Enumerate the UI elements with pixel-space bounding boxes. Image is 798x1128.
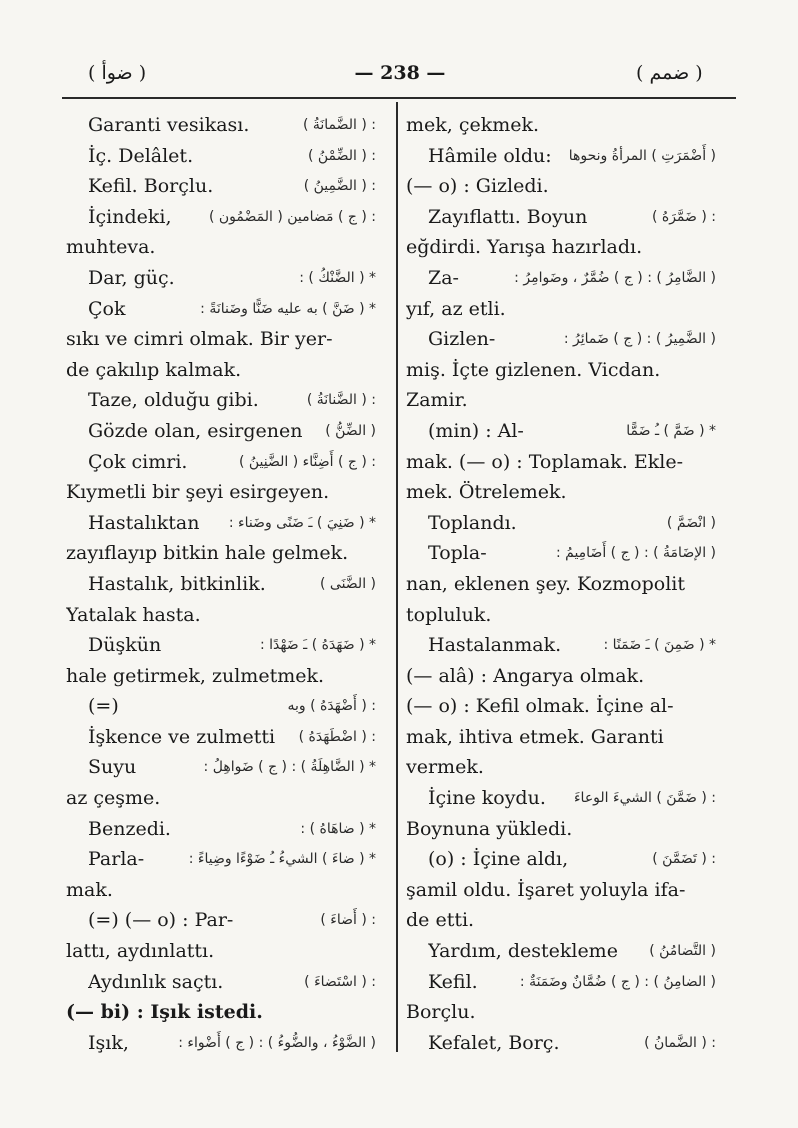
entry-line [66, 600, 376, 631]
entry-turkish-text: Hâmile oldu: [428, 144, 552, 167]
entry-line [66, 538, 376, 569]
entry-line [406, 814, 716, 845]
entry-arabic-headword: ( الضامِنُ ) : ( ج ) ضُمَّانٌ وضَمَنَةٌ : [519, 973, 716, 990]
entry-arabic-headword: ( الضَّمِيرُ ) : ( ج ) ضَمائِرُ : [563, 331, 716, 348]
entry-turkish-text: nan, eklenen şey. Kozmopolit [406, 572, 685, 595]
entry-turkish-text: İç. Delâlet. [88, 144, 194, 167]
entry-turkish-text: İşkence ve zulmetti [88, 725, 276, 748]
entry-turkish-text: Hastalık, bitkinlik. [88, 572, 266, 595]
entry-turkish-text: zayıflayıp bitkin hale gelmek. [66, 542, 349, 565]
entry-turkish-text: Gizlen- [428, 328, 496, 351]
entry-turkish-text: mak. [66, 878, 113, 901]
entry-line [406, 202, 716, 233]
entry-line [66, 477, 376, 508]
entry-turkish-text: Parla- [88, 848, 145, 871]
entry-turkish-text: Aydınlık saçtı. [88, 970, 224, 993]
left-column [66, 110, 376, 1058]
entry-arabic-headword: : ( اسْتَضاءَ ) [304, 973, 376, 990]
entry-line [66, 141, 376, 172]
entry-line [406, 691, 716, 722]
entry-turkish-text: şamil oldu. İşaret yoluyla ifa- [406, 878, 686, 901]
entry-turkish-text: miş. İçte gizlenen. Vicdan. [406, 358, 661, 381]
entry-turkish-text: (=) (— o) : Par- [88, 909, 234, 932]
entry-line [66, 1028, 376, 1059]
entry-line [406, 477, 716, 508]
entry-line [66, 110, 376, 141]
entry-turkish-text: Toplandı. [428, 511, 517, 534]
column-divider [396, 102, 398, 1052]
entry-turkish-text: Garanti vesikası. [88, 114, 250, 136]
entry-arabic-headword: : ( تَضَمَّنَ ) [652, 851, 716, 868]
entry-turkish-text: Zamir. [406, 389, 468, 412]
entry-turkish-text: mek, çekmek. [406, 114, 540, 136]
entry-line [66, 263, 376, 294]
entry-turkish-text: topluluk. [406, 603, 492, 626]
entry-line [66, 385, 376, 416]
entry-line [406, 447, 716, 478]
entry-line [66, 875, 376, 906]
entry-arabic-headword: ( الضَّامِرُ ) : ( ج ) ضُمَّرٌ ، وضَوامِرُ : [514, 269, 716, 286]
entry-line [406, 875, 716, 906]
entry-turkish-text: de çakılıp kalmak. [66, 358, 242, 381]
entry-line [66, 783, 376, 814]
entry-turkish-text: (— alâ) : Angarya olmak. [406, 664, 645, 687]
entry-line [406, 232, 716, 263]
entry-arabic-headword: : ( أَضاءَ ) [320, 912, 376, 929]
entry-arabic-headword: : ( ضَمَّرَهُ ) [651, 208, 716, 225]
entry-arabic-headword: ( الضَّوْءُ ، والضُّوءُ ) : ( ج ) أَضْواء : [178, 1034, 376, 1051]
entry-line [66, 814, 376, 845]
entry-turkish-text: Kefil. [428, 970, 478, 993]
entry-arabic-headword: : ( الضِّمْنُ ) [307, 147, 376, 164]
entry-line [66, 997, 376, 1028]
entry-turkish-text: Kıymetli bir şeyi esirgeyen. [66, 481, 330, 504]
entry-line [66, 416, 376, 447]
entry-line [406, 936, 716, 967]
entry-arabic-headword: * ( ضاهَاهُ ) : [300, 820, 376, 837]
entry-arabic-headword: ( الضِّنُّ ) [325, 422, 376, 439]
entry-turkish-text: Topla- [428, 542, 487, 565]
entry-turkish-text: İçine koydu. [428, 787, 546, 810]
entry-turkish-text: sıkı ve cimri olmak. Bir yer- [66, 328, 333, 351]
entry-arabic-headword: : ( ضَمَّنَ ) الشيءَ الوعاءَ [573, 790, 716, 807]
entry-turkish-text: (— o) : Kefil olmak. İçine al- [406, 695, 674, 718]
entry-arabic-headword: : ( الضَّنانَةُ ) [306, 392, 376, 409]
entry-turkish-text: (min) : Al- [428, 419, 524, 442]
entry-turkish-text: lattı, aydınlattı. [66, 940, 215, 963]
entry-line [66, 905, 376, 936]
entry-turkish-text: Borçlu. [406, 1001, 476, 1024]
entry-line [406, 997, 716, 1028]
entry-turkish-text: de etti. [406, 909, 475, 932]
entry-turkish-text: (o) : İçine aldı, [428, 848, 569, 871]
entry-arabic-headword: * ( ضَنِيَ ) ـَ ضَنًى وضَناء : [228, 514, 376, 531]
entry-turkish-text: Boynuna yükledi. [406, 817, 573, 840]
entry-line [66, 967, 376, 998]
entry-turkish-text: Hastalıktan [88, 511, 200, 534]
entry-turkish-text: Çok cimri. [88, 450, 188, 473]
entry-arabic-headword: * ( ضَمَّ ) ـُ ضَمًّا [626, 422, 716, 439]
entry-turkish-text: Işık, [88, 1031, 129, 1054]
entry-arabic-headword: : ( اضْطَهَدَهُ ) [298, 728, 376, 745]
entry-arabic-headword: : ( الضَّمِينُ ) [303, 178, 376, 195]
entry-turkish-text: Benzedi. [88, 817, 171, 840]
entry-turkish-text: Taze, olduğu gibi. [88, 389, 259, 412]
entry-line [406, 722, 716, 753]
entry-line [66, 722, 376, 753]
entry-line [406, 538, 716, 569]
entry-arabic-headword: : ( الضَّمانَةُ ) [302, 117, 376, 133]
entry-line [406, 905, 716, 936]
entry-arabic-headword: * ( ضَهَدَهُ ) ـَ ضَهْدًا : [259, 637, 376, 654]
entry-line [406, 355, 716, 386]
entry-arabic-headword: * ( ضاءَ ) الشيءُ ـُ ضَوْءًا وضِياءً : [188, 851, 376, 868]
entry-line [66, 691, 376, 722]
entry-arabic-headword: : ( أَضْهَدَهُ ) وبه [287, 698, 376, 715]
entry-turkish-text: Çok [88, 297, 126, 320]
entry-arabic-headword: * ( الضَّنْكُ ) : [299, 269, 376, 286]
entry-arabic-headword: ( انْضَمَّ ) [666, 514, 716, 531]
entry-arabic-headword: ( الإضَامَةُ ) : ( ج ) أَضَامِيمُ : [555, 545, 716, 562]
entry-line [406, 967, 716, 998]
entry-line [66, 569, 376, 600]
entry-turkish-text: İçindeki, [88, 205, 172, 228]
entry-line [406, 600, 716, 631]
entry-turkish-text: Yardım, destekleme [428, 940, 618, 963]
entry-arabic-headword: * ( ضَمِنَ ) ـَ ضَمَنًا : [603, 637, 716, 654]
entry-line [406, 844, 716, 875]
entry-arabic-headword: ( التَّضامُنُ ) [649, 943, 716, 960]
entry-line [66, 294, 376, 325]
entry-line [66, 232, 376, 263]
entry-turkish-text: mak, ihtiva etmek. Garanti [406, 725, 664, 748]
entry-turkish-text: Dar, güç. [88, 266, 175, 289]
entry-line [406, 569, 716, 600]
entry-line [406, 630, 716, 661]
entry-line [406, 294, 716, 325]
entry-arabic-headword: : ( ج ) أَضِنَّاء ( الضَّنِينُ ) [238, 453, 376, 470]
entry-line [406, 416, 716, 447]
entry-arabic-headword: : ( ج ) مَضامين ( المَضْمُون ) [208, 208, 376, 225]
entry-line [406, 263, 716, 294]
entry-turkish-text: vermek. [406, 756, 484, 779]
right-column [406, 110, 716, 1058]
header-right-keyword: ( ضمم ) [636, 62, 703, 84]
entry-arabic-headword: * ( الضَّاهِلَةُ ) : ( ج ) ضَواهِلُ : [203, 759, 376, 776]
entry-line [406, 508, 716, 539]
entry-line [66, 447, 376, 478]
entry-arabic-headword: ( الضَّنَى ) [319, 575, 376, 592]
entry-turkish-text: Zayıflattı. Boyun [428, 205, 588, 228]
entry-turkish-text: az çeşme. [66, 787, 161, 810]
entry-turkish-text: Kefil. Borçlu. [88, 175, 214, 198]
entry-line [66, 508, 376, 539]
entry-turkish-text: Za- [428, 266, 459, 289]
entry-line [406, 752, 716, 783]
entry-arabic-headword: : ( الضَّمانُ ) [644, 1034, 716, 1051]
entry-turkish-text: yıf, az etli. [406, 297, 506, 320]
entry-line [406, 324, 716, 355]
entry-turkish-text: mak. (— o) : Toplamak. Ekle- [406, 450, 683, 473]
entry-turkish-text: (— bi) : Işık istedi. [66, 1001, 263, 1024]
entry-turkish-text: Suyu [88, 756, 137, 779]
entry-turkish-text: eğdirdi. Yarışa hazırladı. [406, 236, 643, 259]
entry-turkish-text: muhteva. [66, 236, 156, 259]
entry-turkish-text: Gözde olan, esirgenen [88, 419, 303, 442]
entry-turkish-text: Düşkün [88, 634, 162, 657]
entry-line [66, 936, 376, 967]
entry-line [66, 844, 376, 875]
entry-turkish-text: mek. Ötrelemek. [406, 481, 567, 504]
entry-turkish-text: Kefalet, Borç. [428, 1031, 560, 1054]
entry-line [406, 110, 716, 141]
entry-line [406, 141, 716, 172]
entry-arabic-headword: ( أَضْمَرَتِ ) المرأةُ ونحوها [568, 147, 716, 164]
entry-line [66, 324, 376, 355]
header-left-keyword: ( ضوأ ) [88, 62, 147, 84]
entry-line [66, 661, 376, 692]
entry-line [406, 385, 716, 416]
entry-line [66, 171, 376, 202]
entry-turkish-text: Hastalanmak. [428, 634, 562, 657]
entry-line [406, 171, 716, 202]
page-number: — 238 — [354, 62, 446, 84]
entry-line [66, 752, 376, 783]
entry-line [406, 661, 716, 692]
entry-line [66, 202, 376, 233]
entry-line [406, 783, 716, 814]
entry-arabic-headword: * ( ضَنَّ ) به عليه ضَنًّا وضَنانَةً : [200, 300, 376, 317]
entry-turkish-text: (— o) : Gizledi. [406, 175, 549, 198]
header-rule [62, 97, 736, 99]
entry-turkish-text: (=) [88, 695, 119, 718]
entry-turkish-text: Yatalak hasta. [66, 603, 201, 626]
entry-line [66, 630, 376, 661]
entry-line [406, 1028, 716, 1059]
entry-turkish-text: hale getirmek, zulmetmek. [66, 664, 325, 687]
entry-line [66, 355, 376, 386]
